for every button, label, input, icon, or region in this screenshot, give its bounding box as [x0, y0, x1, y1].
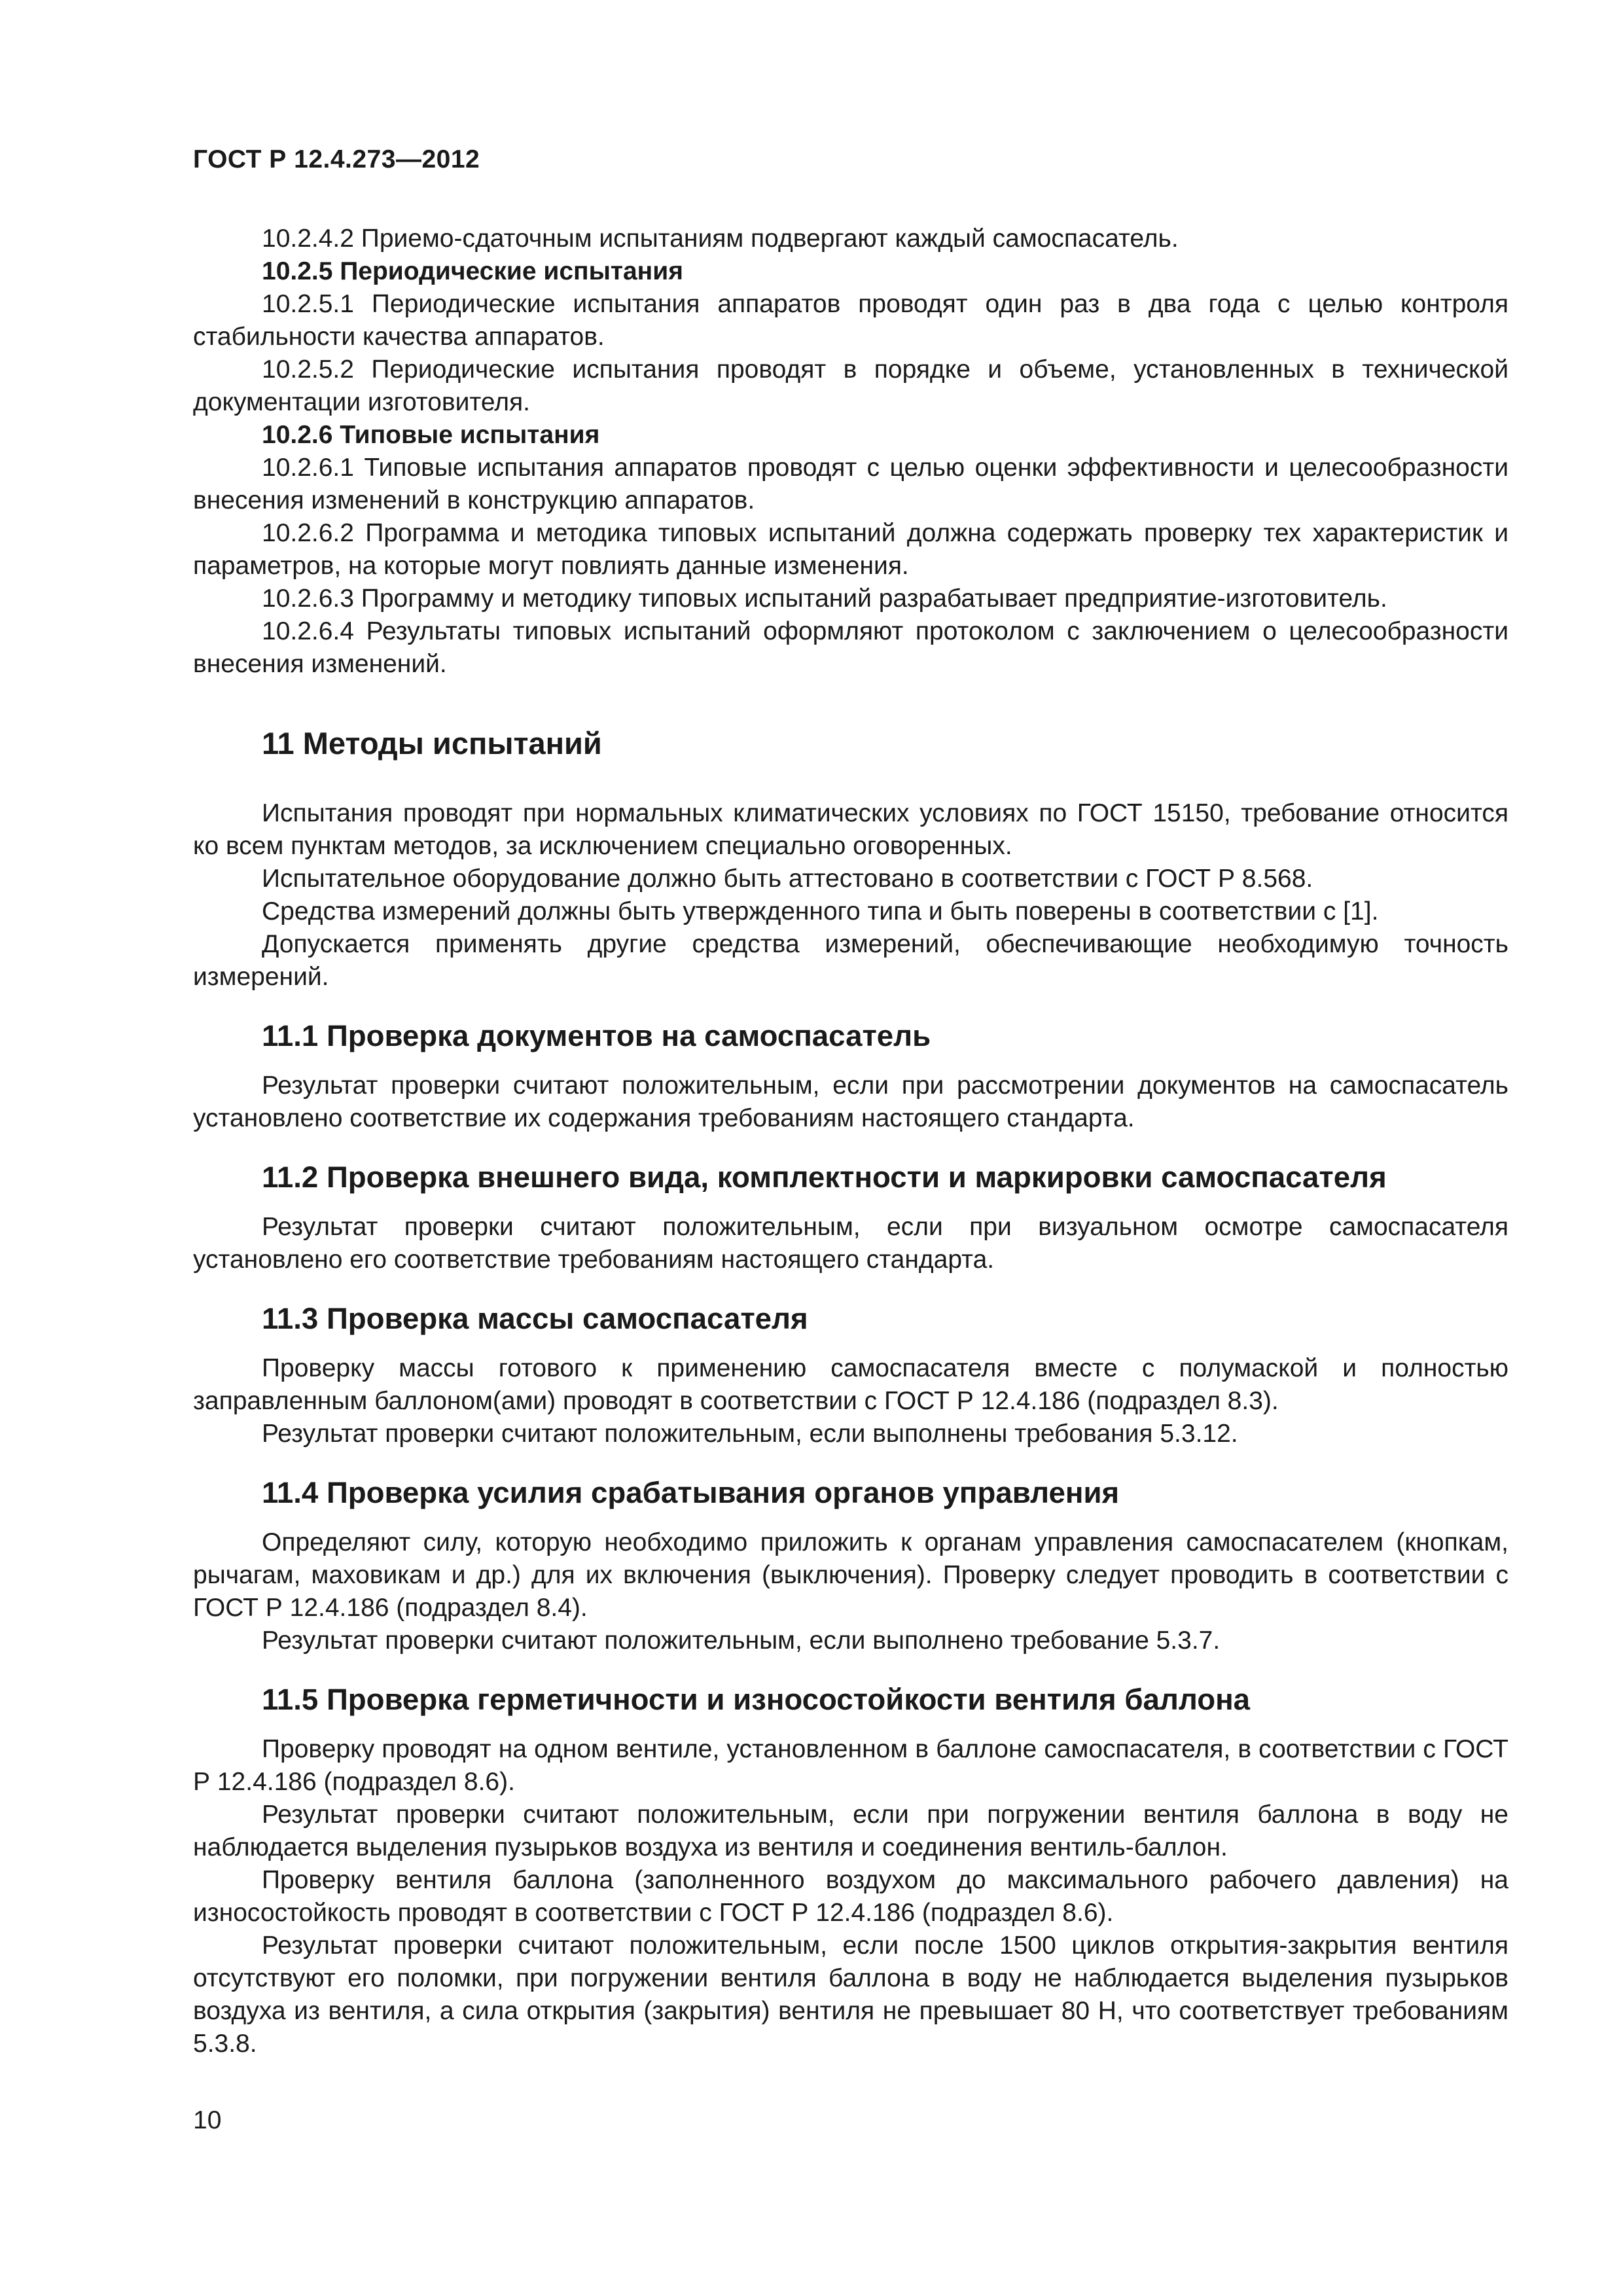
- page-number: 10: [193, 2106, 222, 2134]
- paragraph: Результат проверки считают положительным, если выполнено требование 5.3.7.: [262, 1626, 1221, 1655]
- paragraph: 10.2.6.1 Типовые испытания аппаратов проводят с целью оценки эффективности и целесообразности внесения изменений в конструкцию аппаратов.: [193, 454, 1508, 514]
- section-heading: 11 Методы испытаний: [262, 726, 602, 761]
- paragraph: Проверку вентиля баллона (заполненного воздухом до максимального рабочего давления) на износостойкость проводят в соответствии с ГОСТ Р 12.4.186 (подраздел 8.6).: [193, 1866, 1508, 1927]
- paragraph: Проверку массы готового к применению самоспасателя вместе с полумаской и полностью заправленным баллоном(ами) проводят в соответствии с ГОСТ Р 12.4.186 (подраздел 8.3).: [193, 1354, 1508, 1415]
- paragraph: Результат проверки считают положительным, если выполнены требования 5.3.12.: [262, 1420, 1238, 1448]
- subsection-heading: 11.4 Проверка усилия срабатывания органов управления: [262, 1476, 1120, 1509]
- paragraph: Результат проверки считают положительным, если после 1500 циклов открытия-закрытия вентиля отсутствуют его поломки, при погружении вентиля баллона в воду не наблюдается выделения пузырьков воздуха из вентиля, а сила открытия (закрытия) вентиля не превышает 80 Н, что соответствует требованиям 5.3.8.: [193, 1931, 1508, 2058]
- paragraph: 10.2.4.2 Приемо-сдаточным испытаниям подвергают каждый самоспасатель.: [262, 224, 1179, 253]
- paragraph: 10.2.6.4 Результаты типовых испытаний оформляют протоколом с заключением о целесообразности внесения изменений.: [193, 617, 1508, 678]
- paragraph: 10.2.5.1 Периодические испытания аппаратов проводят один раз в два года с целью контроля стабильности качества аппаратов.: [193, 290, 1508, 351]
- paragraph: Допускается применять другие средства измерений, обеспечивающие необходимую точность измерений.: [193, 930, 1508, 991]
- document-body: [193, 223, 1508, 2060]
- subsection-heading: 11.1 Проверка документов на самоспасатель: [262, 1019, 931, 1052]
- paragraph: Определяют силу, которую необходимо приложить к органам управления самоспасателем (кнопкам, рычагам, маховикам и др.) для их включения (выключения). Проверку следует проводить в соответствии с ГОСТ Р 12.4.186 (подраздел 8.4).: [193, 1528, 1508, 1622]
- paragraph: Испытательное оборудование должно быть аттестовано в соответствии с ГОСТ Р 8.568.: [262, 865, 1313, 893]
- paragraph: Испытания проводят при нормальных климатических условиях по ГОСТ 15150, требование относится ко всем пунктам методов, за исключением специально оговоренных.: [193, 799, 1508, 860]
- document-header: ГОСТ Р 12.4.273—2012: [193, 145, 480, 173]
- paragraph: 10.2.5.2 Периодические испытания проводят в порядке и объеме, установленных в технической документации изготовителя.: [193, 355, 1508, 416]
- paragraph: 10.2.6.2 Программа и методика типовых испытаний должна содержать проверку тех характеристик и параметров, на которые могут повлиять данные изменения.: [193, 519, 1508, 580]
- paragraph: Результат проверки считают положительным, если при погружении вентиля баллона в воду не наблюдается выделения пузырьков воздуха из вентиля и соединения вентиль-баллон.: [193, 1801, 1508, 1861]
- subsection-heading: 11.2 Проверка внешнего вида, комплектности и маркировки самоспасателя: [262, 1160, 1387, 1194]
- paragraph: Результат проверки считают положительным, если при визуальном осмотре самоспасателя установлено его соответствие требованиям настоящего стандарта.: [193, 1213, 1508, 1274]
- subsection-heading: 10.2.6 Типовые испытания: [262, 421, 600, 449]
- subsection-heading: 11.5 Проверка герметичности и износостойкости вентиля баллона: [262, 1683, 1251, 1716]
- paragraph: Средства измерений должны быть утвержденного типа и быть поверены в соответствии с [1].: [262, 897, 1379, 925]
- paragraph: Проверку проводят на одном вентиле, установленном в баллоне самоспасателя, в соответствии с ГОСТ Р 12.4.186 (подраздел 8.6).: [193, 1735, 1508, 1796]
- paragraph: 10.2.6.3 Программу и методику типовых испытаний разрабатывает предприятие-изготовитель.: [262, 584, 1387, 613]
- subsection-heading: 11.3 Проверка массы самоспасателя: [262, 1302, 808, 1335]
- subsection-heading: 10.2.5 Периодические испытания: [262, 257, 683, 285]
- paragraph: Результат проверки считают положительным, если при рассмотрении документов на самоспасатель установлено соответствие их содержания требованиям настоящего стандарта.: [193, 1071, 1508, 1132]
